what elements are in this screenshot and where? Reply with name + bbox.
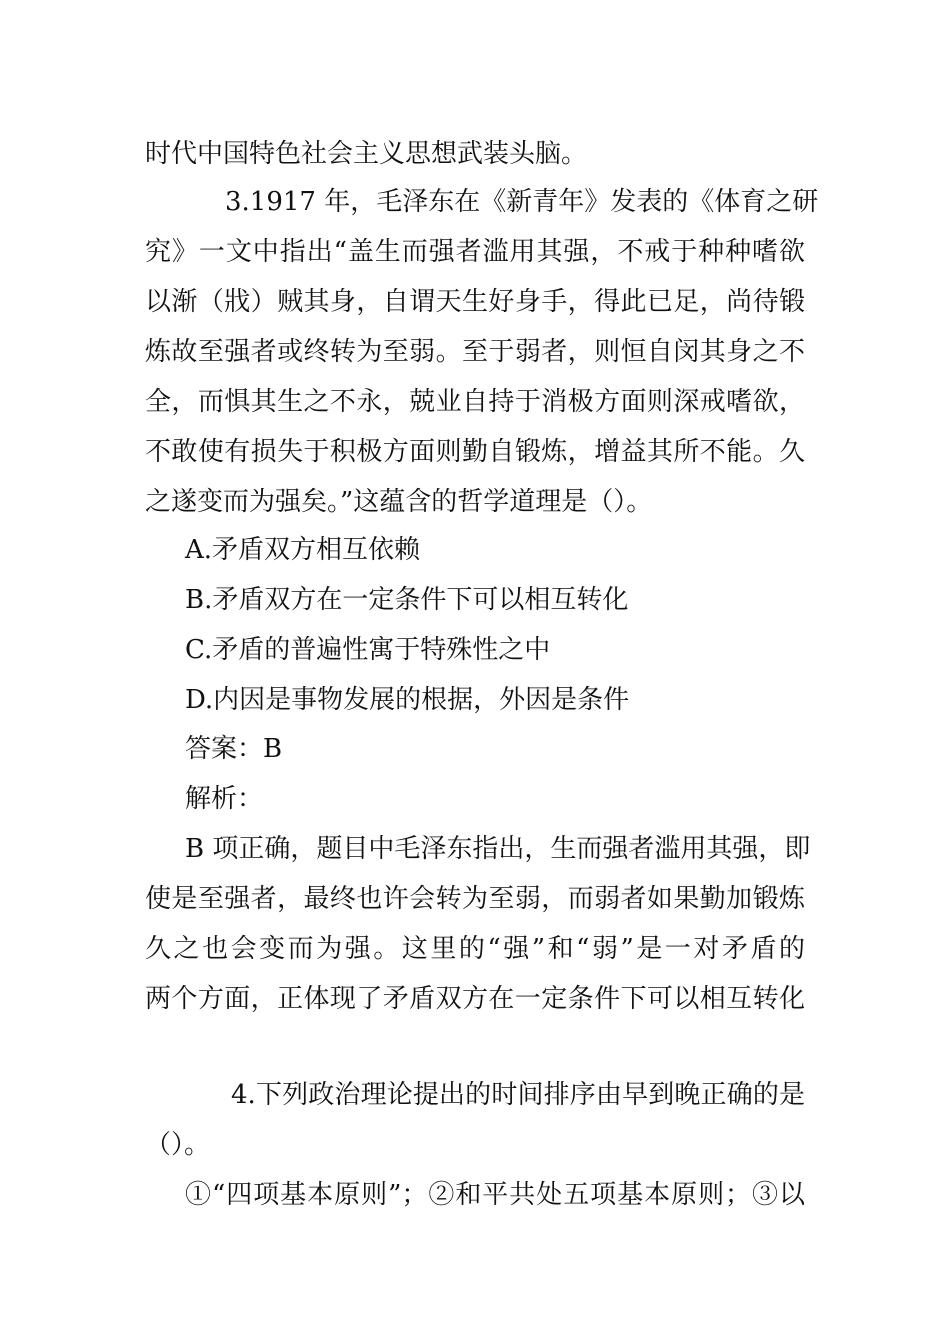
q3-stem-line-1: 3.1917 年，毛泽东在《新青年》发表的《体育之研 bbox=[225, 187, 819, 217]
q3-stem-line-4: 炼故至强者或终转为至弱。至于弱者，则恒自闵其身之不 bbox=[145, 337, 805, 367]
q3-stem-line-3: 以渐（戕）贼其身，自谓天生好身手，得此已足，尚待锻 bbox=[145, 287, 805, 317]
q3-option-b: B.矛盾双方在一定条件下可以相互转化 bbox=[185, 585, 629, 615]
q4-stem-line-2: （）。 bbox=[145, 1130, 211, 1160]
q3-analysis-line-1: B 项正确，题目中毛泽东指出，生而强者滥用其强，即 bbox=[185, 834, 811, 864]
q3-stem-line-2: 究》一文中指出“盖生而强者滥用其强，不戒于种种嗜欲 bbox=[145, 237, 805, 267]
q3-stem-line-6: 不敢使有损失于积极方面则勤自锻炼，增益其所不能。久 bbox=[145, 437, 805, 467]
q3-analysis-line-2: 使是至强者，最终也许会转为至弱，而弱者如果勤加锻炼 bbox=[145, 884, 805, 914]
q4-items-line: ①“四项基本原则”；②和平共处五项基本原则；③以 bbox=[185, 1180, 805, 1210]
q3-stem-line-7: 之遂变而为强矣。”这蕴含的哲学道理是（）。 bbox=[145, 487, 653, 517]
q3-analysis-line-4: 两个方面，正体现了矛盾双方在一定条件下可以相互转化 bbox=[145, 984, 805, 1014]
q3-option-d: D.内因是事物发展的根据，外因是条件 bbox=[185, 685, 630, 715]
q3-option-a: A.矛盾双方相互依赖 bbox=[185, 535, 421, 565]
q3-stem-line-5: 全，而惧其生之不永，兢业自持于消极方面则深戒嗜欲， bbox=[145, 387, 805, 417]
q3-answer: 答案：B bbox=[185, 734, 283, 764]
q3-analysis-label: 解析： bbox=[185, 784, 264, 814]
q3-analysis-line-3: 久之也会变而为强。这里的“强”和“弱”是一对矛盾的 bbox=[145, 934, 805, 964]
q3-option-c: C.矛盾的普遍性寓于特殊性之中 bbox=[185, 635, 551, 665]
q4-stem-line-1: 4.下列政治理论提出的时间排序由早到晚正确的是 bbox=[231, 1080, 805, 1110]
intro-tail-line: 时代中国特色社会主义思想武装头脑。 bbox=[145, 139, 588, 169]
